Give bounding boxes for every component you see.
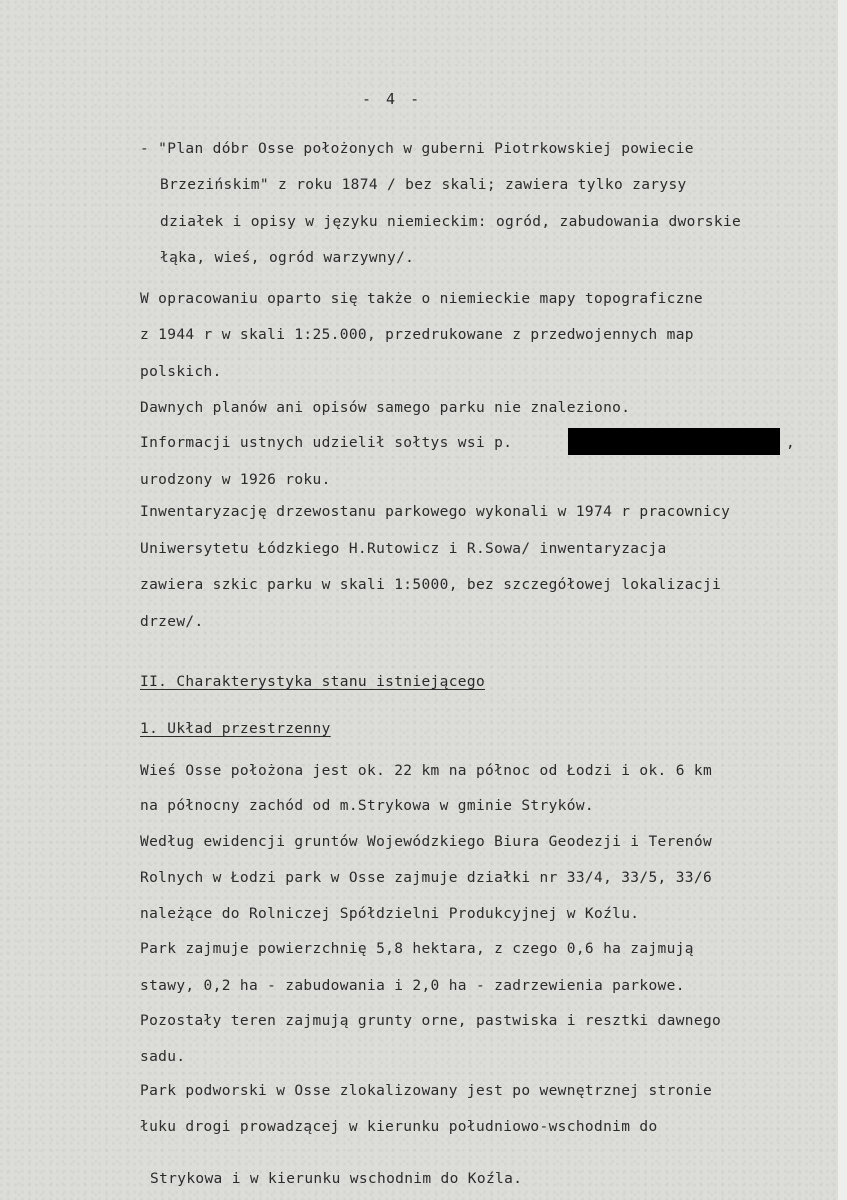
text-line: sadu. (140, 1049, 186, 1065)
text-line: zawiera szkic parku w skali 1:5000, bez szczegółowej lokalizacji (140, 577, 722, 593)
page-number: - 4 - (362, 90, 423, 108)
section-heading: II. Charakterystyka stanu istniejącego (140, 674, 486, 690)
text-line: Rolnych w Łodzi park w Osse zajmuje działki nr 33/4, 33/5, 33/6 (140, 870, 713, 886)
text-line: stawy, 0,2 ha - zabudowania i 2,0 ha - zadrzewienia parkowe. (140, 978, 685, 994)
text-line: łąka, wieś, ogród warzywny/. (160, 250, 415, 266)
text-line: Inwentaryzację drzewostanu parkowego wykonali w 1974 r pracownicy (140, 504, 731, 520)
text-line: należące do Rolniczej Spółdzielni Produkcyjnej w Koźlu. (140, 906, 640, 922)
text-line: Informacji ustnych udzielił sołtys wsi p. (140, 435, 513, 451)
text-line: Dawnych planów ani opisów samego parku nie znaleziono. (140, 400, 631, 416)
text-line: Według ewidencji gruntów Wojewódzkiego Biura Geodezji i Terenów (140, 834, 713, 850)
text-line: Park podworski w Osse zlokalizowany jest po wewnętrznej stronie (140, 1083, 713, 1099)
text-line: Pozostały teren zajmują grunty orne, pastwiska i resztki dawnego (140, 1013, 722, 1029)
text-line: - "Plan dóbr Osse położonych w guberni Piotrkowskiej powiecie (140, 141, 694, 157)
text-line: Brzezińskim" z roku 1874 / bez skali; zawiera tylko zarysy (160, 177, 687, 193)
redaction-trailing-comma: , (786, 435, 796, 451)
scan-edge (838, 0, 847, 1200)
text-line: łuku drogi prowadzącej w kierunku południowo-wschodnim do (140, 1119, 658, 1135)
redaction-bar (568, 428, 780, 455)
text-line: Strykowa i w kierunku wschodnim do Koźla. (150, 1171, 523, 1187)
text-line: Park zajmuje powierzchnię 5,8 hektara, z czego 0,6 ha zajmują (140, 941, 694, 957)
text-line: W opracowaniu oparto się także o niemieckie mapy topograficzne (140, 291, 703, 307)
text-line: Uniwersytetu Łódzkiego H.Rutowicz i R.Sowa/ inwentaryzacja (140, 541, 667, 557)
text-line: działek i opisy w języku niemieckim: ogród, zabudowania dworskie (160, 214, 742, 230)
text-line: z 1944 r w skali 1:25.000, przedrukowane z przedwojennych map (140, 327, 694, 343)
text-line: polskich. (140, 364, 222, 380)
subsection-heading: 1. Układ przestrzenny (140, 721, 331, 737)
text-line: urodzony w 1926 roku. (140, 472, 331, 488)
text-line: Wieś Osse położona jest ok. 22 km na północ od Łodzi i ok. 6 km (140, 763, 713, 779)
text-line: na północny zachód od m.Strykowa w gminie Stryków. (140, 798, 594, 814)
text-line: drzew/. (140, 614, 204, 630)
